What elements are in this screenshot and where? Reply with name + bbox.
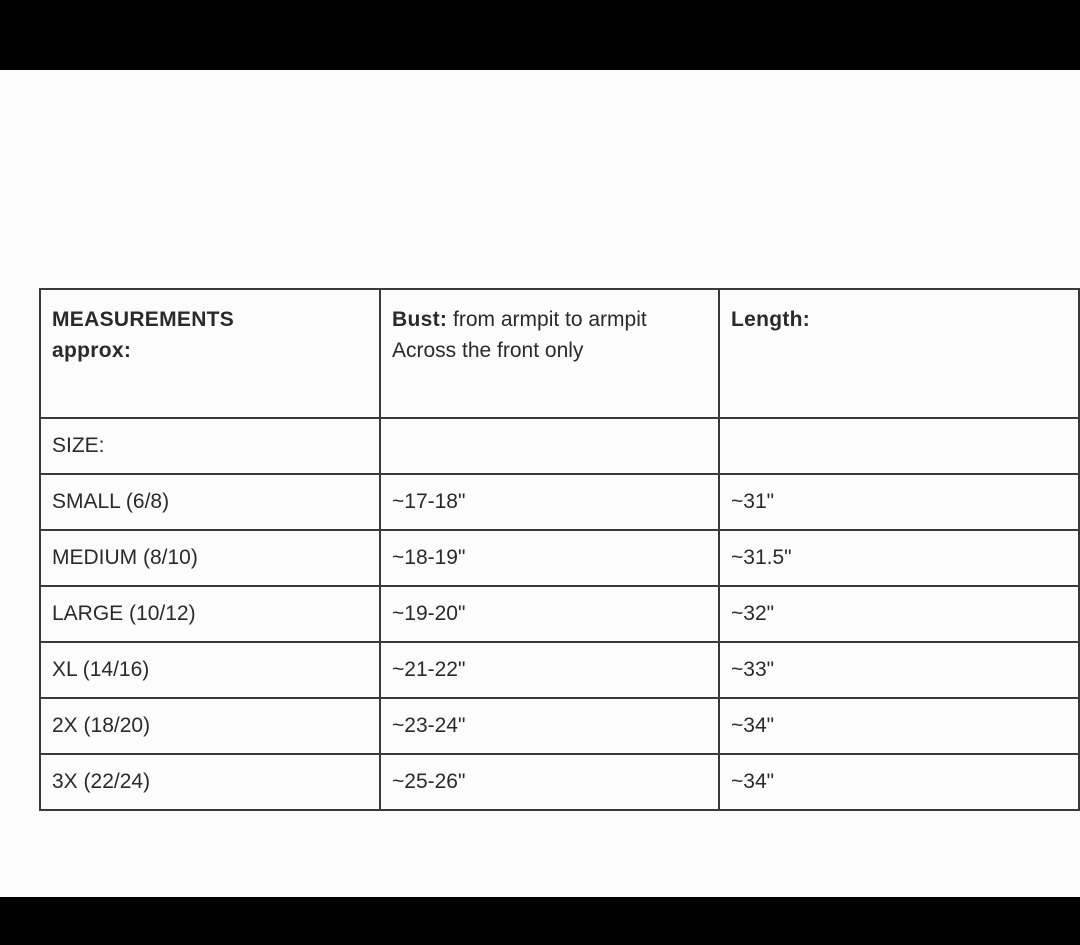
size-label-cell: SIZE: (40, 418, 380, 474)
empty-cell (719, 418, 1079, 474)
bust-cell: ~25-26" (380, 754, 719, 810)
length-cell: ~34" (719, 698, 1079, 754)
size-cell: 2X (18/20) (40, 698, 380, 754)
table-row (40, 754, 1079, 810)
approx-heading: approx: (52, 339, 132, 362)
table-row (40, 698, 1079, 754)
bust-cell: ~19-20" (380, 586, 719, 642)
size-cell: 3X (22/24) (40, 754, 380, 810)
measurements-heading: MEASUREMENTS (52, 308, 235, 331)
size-cell: SMALL (6/8) (40, 474, 380, 530)
top-black-bar (0, 0, 1080, 70)
table-row (40, 642, 1079, 698)
bust-note: Across the front only (392, 339, 584, 362)
length-cell: ~32" (719, 586, 1079, 642)
header-row (40, 289, 1079, 418)
bust-description: from armpit to armpit (453, 308, 647, 331)
length-header-cell (719, 289, 1079, 418)
size-cell: XL (14/16) (40, 642, 380, 698)
table-row (40, 474, 1079, 530)
size-cell: MEDIUM (8/10) (40, 530, 380, 586)
bust-cell: ~18-19" (380, 530, 719, 586)
document-page (0, 70, 1080, 897)
table-row (40, 586, 1079, 642)
size-cell: LARGE (10/12) (40, 586, 380, 642)
bottom-black-bar (0, 897, 1080, 945)
length-cell: ~34" (719, 754, 1079, 810)
bust-cell: ~23-24" (380, 698, 719, 754)
empty-cell (380, 418, 719, 474)
size-chart-table (39, 288, 1080, 811)
size-label-row (40, 418, 1079, 474)
length-cell: ~33" (719, 642, 1079, 698)
bust-cell: ~17-18" (380, 474, 719, 530)
measurements-header-cell (40, 289, 380, 418)
table-row (40, 530, 1079, 586)
length-cell: ~31.5" (719, 530, 1079, 586)
bust-heading: Bust: (392, 308, 448, 331)
bust-header-cell (380, 289, 719, 418)
length-heading: Length: (731, 308, 811, 331)
bust-cell: ~21-22" (380, 642, 719, 698)
length-cell: ~31" (719, 474, 1079, 530)
